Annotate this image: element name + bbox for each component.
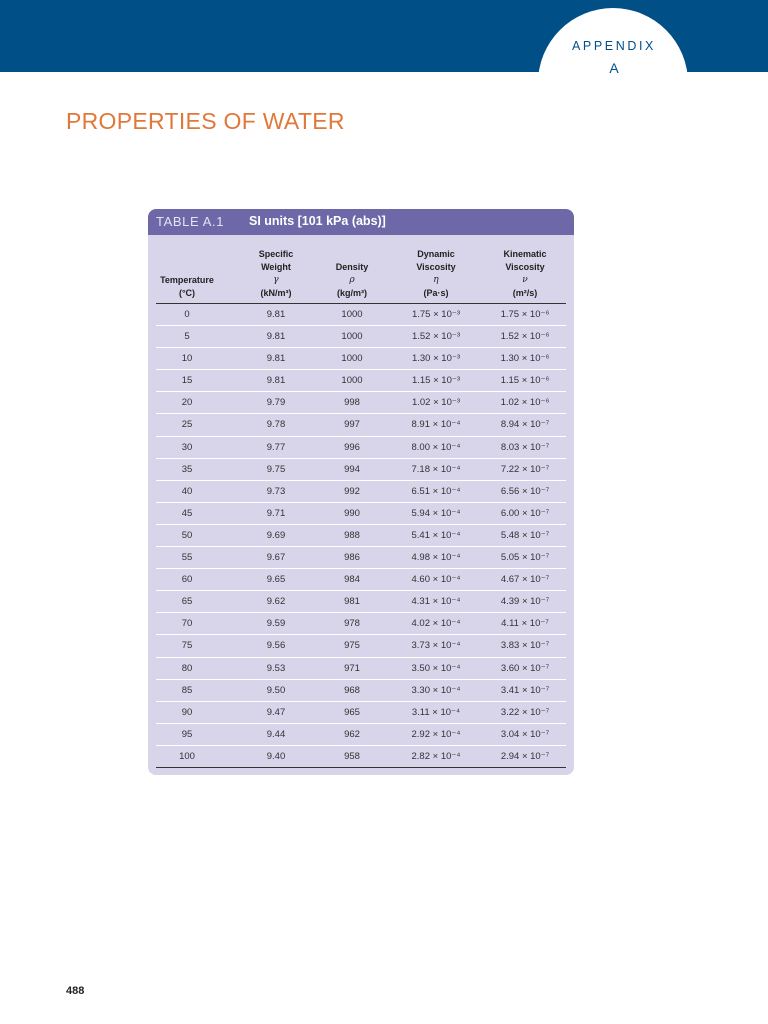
table-cell: 981	[344, 596, 360, 608]
table-cell: 1000	[341, 331, 363, 343]
table-cell: 9.65	[266, 574, 286, 586]
column-header-line: Temperature	[160, 275, 214, 285]
table-cell: 3.83 × 10⁻⁷	[500, 640, 550, 652]
table-cell: 958	[344, 750, 360, 762]
column-header-line: Viscosity	[416, 262, 456, 272]
table-cell: 3.60 × 10⁻⁷	[500, 662, 550, 674]
table-row	[156, 459, 566, 481]
table-cell: 8.91 × 10⁻⁴	[411, 419, 461, 431]
table-cell: 2.92 × 10⁻⁴	[411, 728, 461, 740]
page-number: 488	[66, 985, 85, 997]
table-row	[156, 525, 566, 547]
table-cell: 1.52 × 10⁻³	[411, 331, 461, 343]
table-cell: 3.11 × 10⁻⁴	[411, 706, 461, 718]
column-header-line: Weight	[261, 262, 291, 272]
table-row	[156, 702, 566, 724]
column-header-line: Viscosity	[505, 262, 545, 272]
table-cell: 978	[344, 618, 360, 630]
table-cell: 9.79	[266, 397, 286, 409]
table-cell: 60	[181, 574, 193, 586]
table-cell: 9.81	[266, 331, 286, 343]
table-row	[156, 724, 566, 746]
table-cell: 9.56	[266, 640, 286, 652]
table-cell: 990	[344, 507, 360, 519]
table-tag: TABLE A.1	[156, 214, 225, 229]
column-header-line: Dynamic	[417, 249, 455, 259]
table-cell: 9.69	[266, 529, 286, 541]
table-body-top	[156, 235, 566, 243]
table-cell: 984	[344, 574, 360, 586]
table-cell: 3.30 × 10⁻⁴	[411, 684, 461, 696]
table-cell: 90	[181, 706, 193, 718]
table-cell: 9.50	[266, 684, 286, 696]
table-row	[156, 591, 566, 613]
table-row	[156, 392, 566, 414]
table-cell: 5.94 × 10⁻⁴	[411, 507, 461, 519]
table-cell: 4.98 × 10⁻⁴	[411, 552, 461, 564]
column-header	[388, 248, 484, 300]
table-row	[156, 348, 566, 370]
appendix-label: APPENDIX	[571, 39, 656, 53]
table-cell: 9.73	[266, 485, 286, 497]
table-cell: 9.59	[266, 618, 286, 630]
table-cell: 9.44	[266, 728, 286, 740]
table-cell: 65	[181, 596, 193, 608]
column-header-line: (kg/m³)	[337, 288, 367, 298]
table-row	[156, 569, 566, 591]
table-cell: 1.02 × 10⁻³	[411, 397, 461, 409]
column-symbol: ρ	[349, 275, 355, 285]
table-cell: 4.67 × 10⁻⁷	[500, 574, 550, 586]
table-cell: 962	[344, 728, 360, 740]
table-cell: 4.11 × 10⁻⁷	[501, 618, 549, 630]
table-cell: 9.77	[266, 441, 286, 453]
table-row	[156, 503, 566, 525]
table-cell: 1.15 × 10⁻⁶	[500, 375, 550, 387]
appendix-letter: A	[609, 60, 619, 76]
table-cell: 1.75 × 10⁻³	[411, 309, 461, 320]
table-cell: 1000	[341, 375, 363, 387]
table-cell: 70	[181, 618, 193, 630]
table-row	[156, 746, 566, 768]
table-cell: 5.48 × 10⁻⁷	[500, 529, 550, 541]
table-cell: 2.94 × 10⁻⁷	[500, 750, 550, 762]
column-header-line: (m²/s)	[512, 288, 538, 298]
table-cell: 968	[344, 684, 360, 696]
table-cell: 9.62	[266, 596, 286, 608]
table-cell: 994	[344, 463, 360, 475]
table-cell: 992	[344, 485, 360, 497]
column-header-line: (kN/m³)	[260, 288, 292, 298]
table-header-bar	[148, 209, 574, 235]
column-header-line: Kinematic	[503, 249, 547, 259]
table-cell: 6.51 × 10⁻⁴	[411, 485, 461, 497]
table-cell: 986	[344, 552, 360, 564]
table-cell: 998	[344, 397, 360, 409]
column-symbol: γ	[273, 275, 279, 285]
column-header	[156, 274, 218, 300]
table-cell: 50	[181, 529, 193, 541]
table-row	[156, 658, 566, 680]
table-cell: 4.02 × 10⁻⁴	[411, 618, 461, 630]
table-cell: 965	[344, 706, 360, 718]
table-cell: 9.53	[266, 662, 286, 674]
table-cell: 9.67	[266, 552, 286, 564]
table-cell: 3.04 × 10⁻⁷	[500, 728, 550, 740]
table-cell: 35	[181, 463, 193, 475]
column-header-line: Specific	[258, 249, 294, 259]
table-cell: 1.52 × 10⁻⁶	[500, 331, 550, 343]
table-cell: 1.30 × 10⁻³	[411, 353, 461, 365]
table-row	[156, 481, 566, 503]
table-caption: SI units [101 kPa (abs)]	[249, 214, 386, 228]
table-cell: 1000	[341, 353, 363, 365]
table-row	[156, 547, 566, 569]
table-cell: 9.81	[266, 309, 286, 320]
table-cell: 75	[181, 640, 193, 652]
column-header-line: (°C)	[178, 288, 196, 298]
table-row	[156, 635, 566, 657]
table-cell: 3.50 × 10⁻⁴	[411, 662, 461, 674]
table-row	[156, 414, 566, 436]
table-cell: 5.41 × 10⁻⁴	[411, 529, 461, 541]
table-cell: 5	[184, 331, 190, 343]
table-cell: 7.22 × 10⁻⁷	[500, 463, 550, 475]
table-cell: 45	[181, 507, 193, 519]
table-cell: 975	[344, 640, 360, 652]
table-cell: 997	[344, 419, 360, 431]
table-cell: 4.60 × 10⁻⁴	[411, 574, 461, 586]
table-row	[156, 613, 566, 635]
table-cell: 4.31 × 10⁻⁴	[411, 596, 461, 608]
column-header	[484, 248, 566, 300]
column-header	[316, 261, 388, 300]
table-cell: 6.00 × 10⁻⁷	[500, 507, 550, 519]
table-cell: 80	[181, 662, 193, 674]
table-cell: 1.02 × 10⁻⁶	[500, 397, 550, 409]
table-row	[156, 437, 566, 459]
table-cell: 3.73 × 10⁻⁴	[411, 640, 461, 652]
table-cell: 1.30 × 10⁻⁶	[500, 353, 550, 365]
table-cell: 0	[184, 309, 190, 320]
table-cell: 996	[344, 441, 360, 453]
table-row	[156, 370, 566, 392]
table-cell: 9.47	[266, 706, 286, 718]
table-cell: 9.81	[266, 353, 286, 365]
table-cell: 988	[344, 529, 360, 541]
table-rows	[156, 304, 566, 768]
table-cell: 9.75	[266, 463, 286, 475]
table-cell: 8.00 × 10⁻⁴	[411, 441, 461, 453]
table-cell: 8.03 × 10⁻⁷	[500, 441, 550, 453]
column-symbol: η	[433, 275, 439, 285]
column-header	[236, 248, 316, 300]
page-title: PROPERTIES OF WATER	[66, 108, 345, 134]
table-cell: 1000	[341, 309, 363, 320]
table-cell: 20	[181, 397, 193, 409]
column-header-line: (Pa·s)	[423, 288, 449, 298]
table-cell: 8.94 × 10⁻⁷	[500, 419, 550, 431]
table-cell: 100	[179, 750, 195, 762]
table-cell: 6.56 × 10⁻⁷	[500, 485, 550, 497]
table-cell: 1.15 × 10⁻³	[411, 375, 461, 387]
table-cell: 30	[181, 441, 193, 453]
table-cell: 1.75 × 10⁻⁶	[500, 309, 550, 320]
table-cell: 7.18 × 10⁻⁴	[411, 463, 461, 475]
table-cell: 15	[181, 375, 193, 387]
table-cell: 95	[181, 728, 193, 740]
table-cell: 3.41 × 10⁻⁷	[500, 684, 550, 696]
table-cell: 971	[344, 662, 360, 674]
water-properties-table	[148, 209, 574, 775]
table-cell: 9.40	[266, 750, 286, 762]
table-cell: 10	[181, 353, 193, 365]
table-row	[156, 304, 566, 326]
column-symbol: ν	[522, 275, 528, 285]
table-row	[156, 680, 566, 702]
table-cell: 25	[181, 419, 193, 431]
table-cell: 9.71	[266, 507, 286, 519]
table-cell: 2.82 × 10⁻⁴	[411, 750, 461, 762]
table-row	[156, 326, 566, 348]
table-cell: 55	[181, 552, 193, 564]
table-cell: 85	[181, 684, 193, 696]
table-cell: 4.39 × 10⁻⁷	[500, 596, 550, 608]
table-cell: 9.78	[266, 419, 286, 431]
table-cell: 3.22 × 10⁻⁷	[500, 706, 550, 718]
table-cell: 40	[181, 485, 193, 497]
column-header-line: Density	[335, 262, 369, 272]
table-cell: 5.05 × 10⁻⁷	[500, 552, 550, 564]
table-cell: 9.81	[266, 375, 286, 387]
